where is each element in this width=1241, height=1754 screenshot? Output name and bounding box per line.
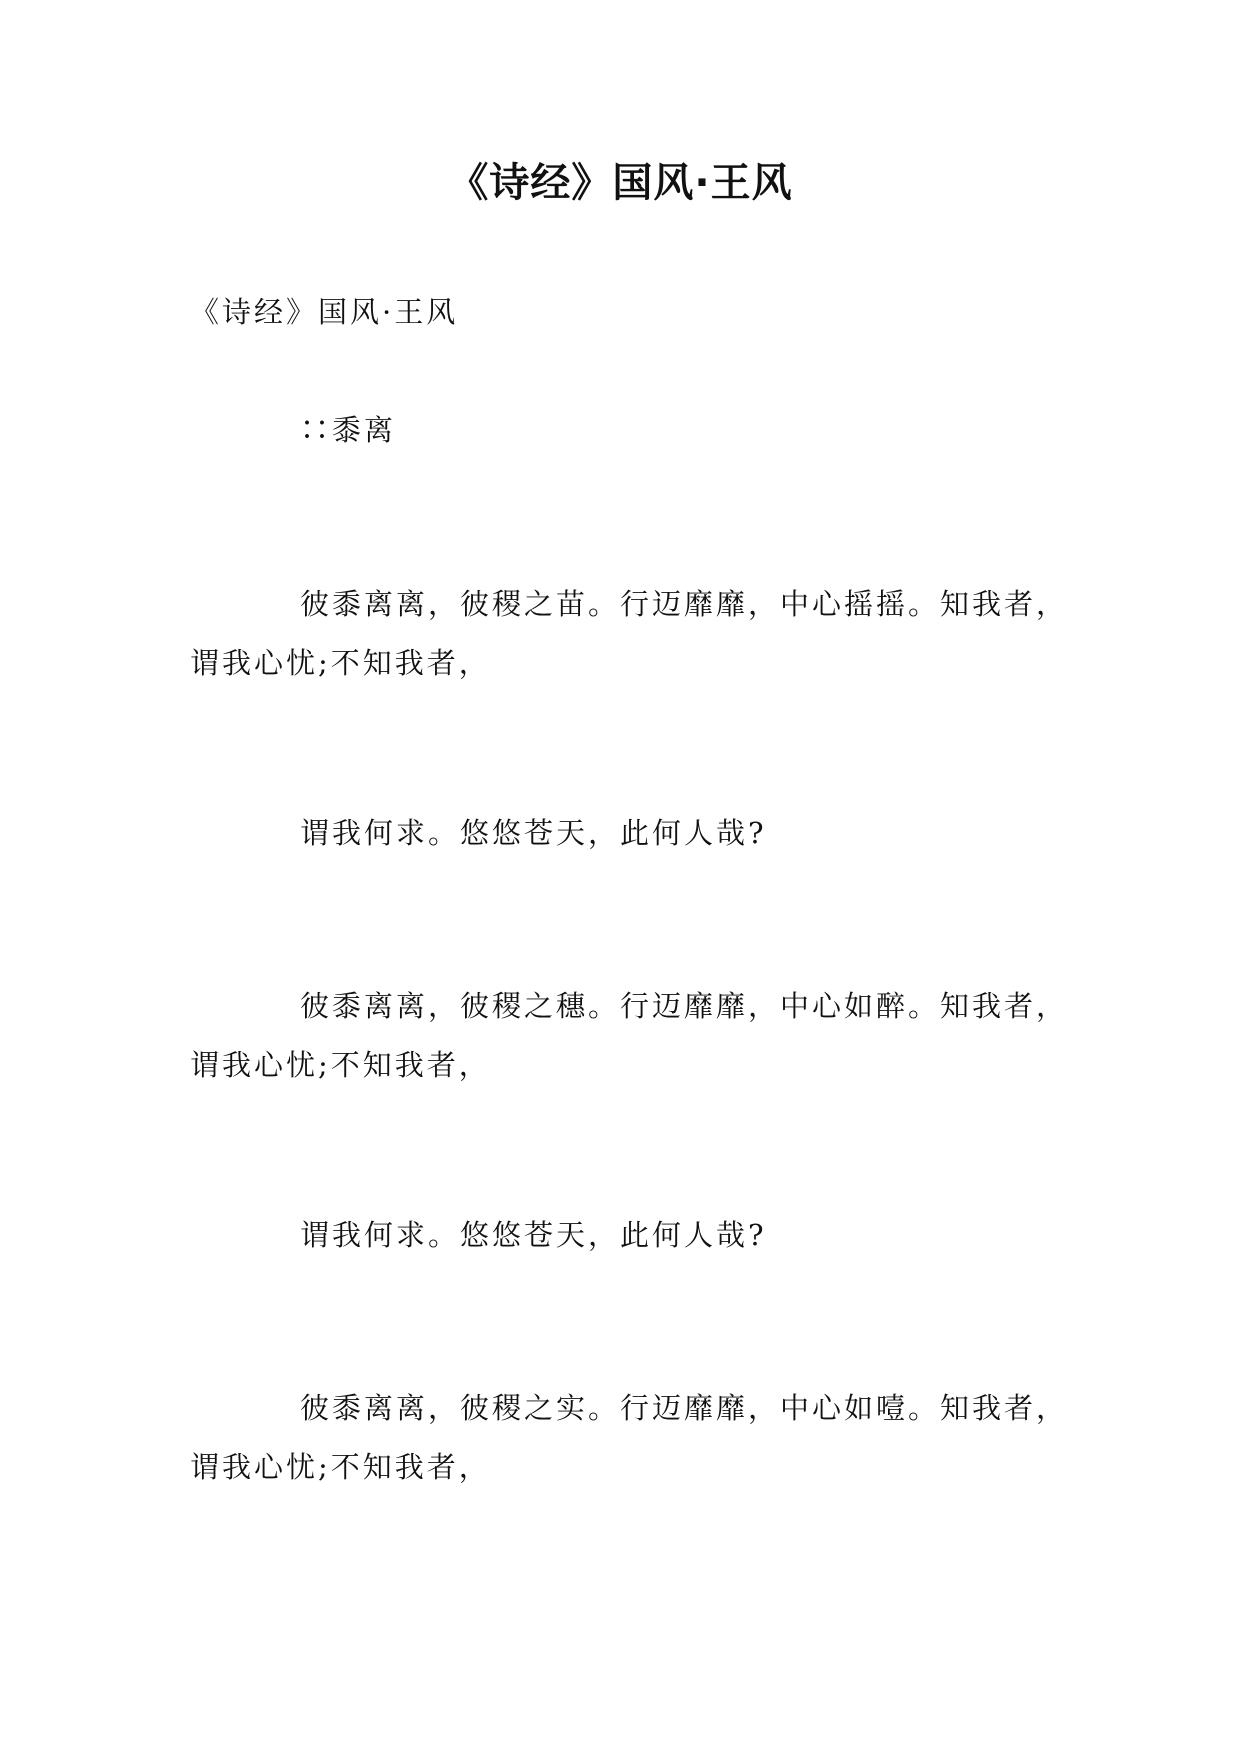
- stanza-1-end: 谓我何求。悠悠苍天，此何人哉?: [300, 816, 767, 850]
- stanza-1-line-b: 谓我心忧;不知我者，: [190, 646, 491, 680]
- stanza-2-line-b: 谓我心忧;不知我者，: [190, 1048, 491, 1082]
- stanza-1-line-a: 彼黍离离，彼稷之苗。行迈靡靡，中心摇摇。知我者，: [300, 587, 1069, 621]
- stanza-3-line-a: 彼黍离离，彼稷之实。行迈靡靡，中心如噎。知我者，: [300, 1391, 1069, 1425]
- stanza-2-line-a: 彼黍离离，彼稷之穗。行迈靡靡，中心如醉。知我者，: [300, 989, 1069, 1023]
- document-title: 《诗经》国风·王风: [448, 160, 793, 206]
- stanza-3-line-b: 谓我心忧;不知我者，: [190, 1450, 491, 1484]
- document-subtitle: 《诗经》国风·王风: [190, 295, 459, 329]
- stanza-2-end: 谓我何求。悠悠苍天，此何人哉?: [300, 1218, 767, 1252]
- section-heading: ∷黍离: [300, 413, 397, 447]
